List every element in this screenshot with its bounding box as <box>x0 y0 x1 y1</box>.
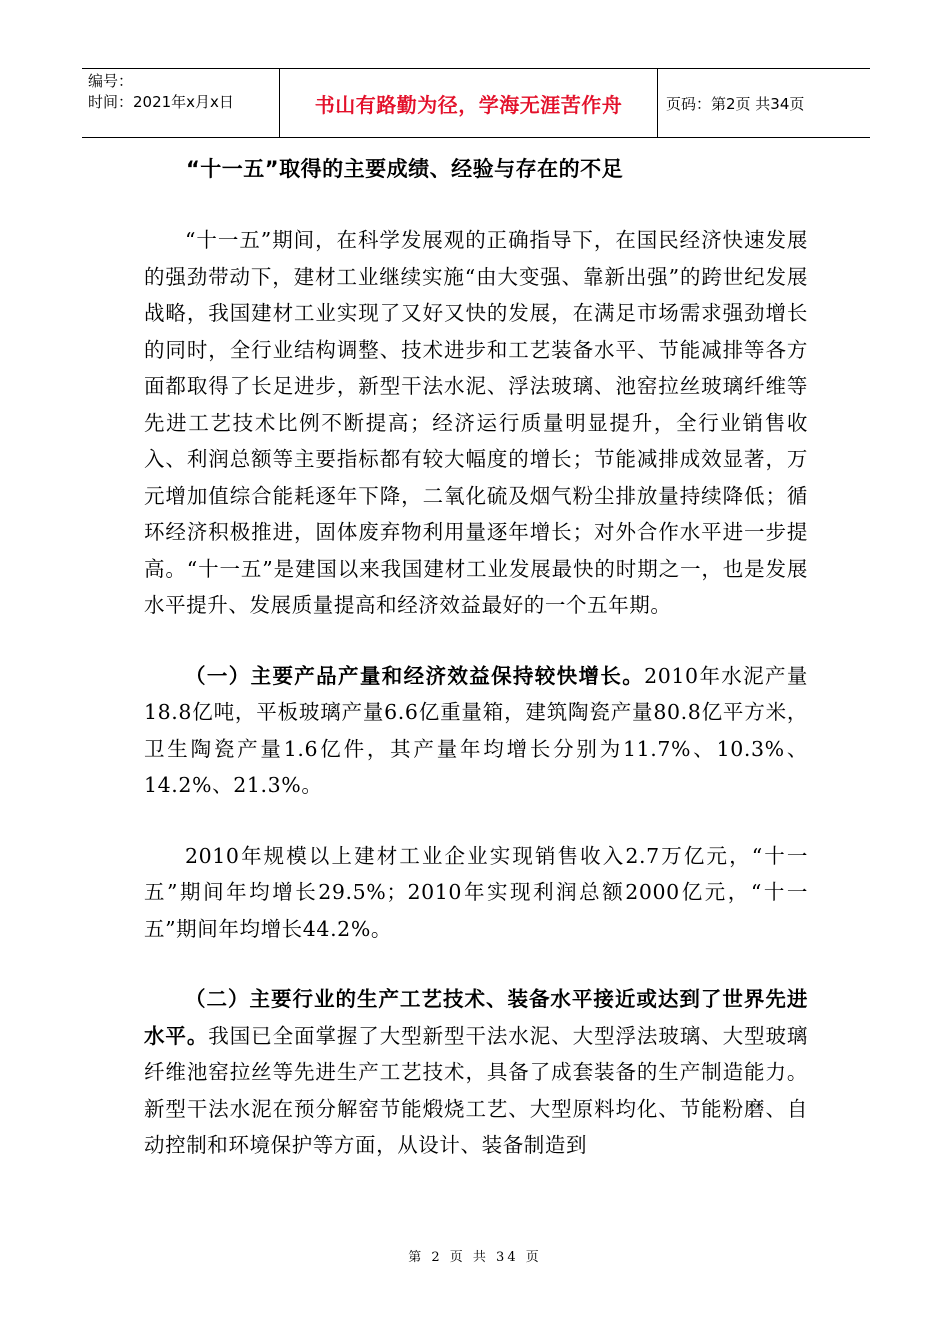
document-number-label: 编号： <box>88 72 134 90</box>
header-motto-cell <box>280 69 658 137</box>
page-header <box>82 68 870 138</box>
heading-output-growth: （一）主要产品产量和经济效益保持较快增长。 <box>185 663 645 688</box>
document-date: 时间：2021年x月x日 <box>88 93 234 111</box>
header-page-cell <box>658 69 870 137</box>
paragraph-technology <box>144 981 808 1164</box>
paragraph-revenue-profit: 2010年规模以上建材工业企业实现销售收入2.7万亿元，“十一五”期间年均增长29.5%；2010年实现利润总额2000亿元，“十一五”期间年均增长44.2%。 <box>144 843 808 941</box>
section-title: “十一五”取得的主要成绩、经验与存在的不足 <box>186 157 624 181</box>
paragraph-output-growth <box>144 658 808 804</box>
paragraph-overview: “十一五”期间，在科学发展观的正确指导下，在国民经济快速发展的强劲带动下，建材工业继续实施“由大变强、靠新出强”的跨世纪发展战略，我国建材工业实现了又好又快的发展，在满足市场需求强劲增长的同时，全行业结构调整、技术进步和工艺装备水平、节能减排等各方面都取得了长足进步，新型干法水泥、浮法玻璃、池窑拉丝玻璃纤维等先进工艺技术比例不断提高；经济运行质量明显提升，全行业销售收入、利润总额等主要指标都有较大幅度的增长；节能减排成效显著，万元增加值综合能耗逐年下降，二氧化硫及烟气粉尘排放量持续降低；循环经济积极推进，固体废弃物利用量逐年增长；对外合作水平进一步提高。“十一五”是建国以来我国建材工业发展最快的时期之一，也是发展水平提升、发展质量提高和经济效益最好的一个五年期。 <box>144 228 808 617</box>
text-technology: 我国已全面掌握了大型新型干法水泥、大型浮法玻璃、大型玻璃纤维池窑拉丝等先进生产工艺技术，具备了成套装备的生产制造能力。新型干法水泥在预分解窑节能煅烧工艺、大型原料均化、节能粉磨、自动控制和环境保护等方面，从设计、装备制造到 <box>144 1023 808 1157</box>
header-motto: 书山有路勤为径，学海无涯苦作舟 <box>314 92 623 117</box>
header-page-info: 页码：第2页 共34页 <box>666 94 805 113</box>
document-body <box>144 146 808 1164</box>
text-output-growth: 2010年水泥产量18.8亿吨，平板玻璃产量6.6亿重量箱，建筑陶瓷产量80.8亿平方米，卫生陶瓷产量1.6亿件，其产量年均增长分别为11.7%、10.3%、14.2%、21.3%。 <box>144 663 808 797</box>
heading-technology: （二）主要行业的生产工艺技术、装备水平接近或达到了世界先进水平。 <box>144 987 808 1048</box>
header-meta-cell <box>82 69 280 137</box>
page-footer: 第 2 页 共 34 页 <box>408 1250 542 1265</box>
